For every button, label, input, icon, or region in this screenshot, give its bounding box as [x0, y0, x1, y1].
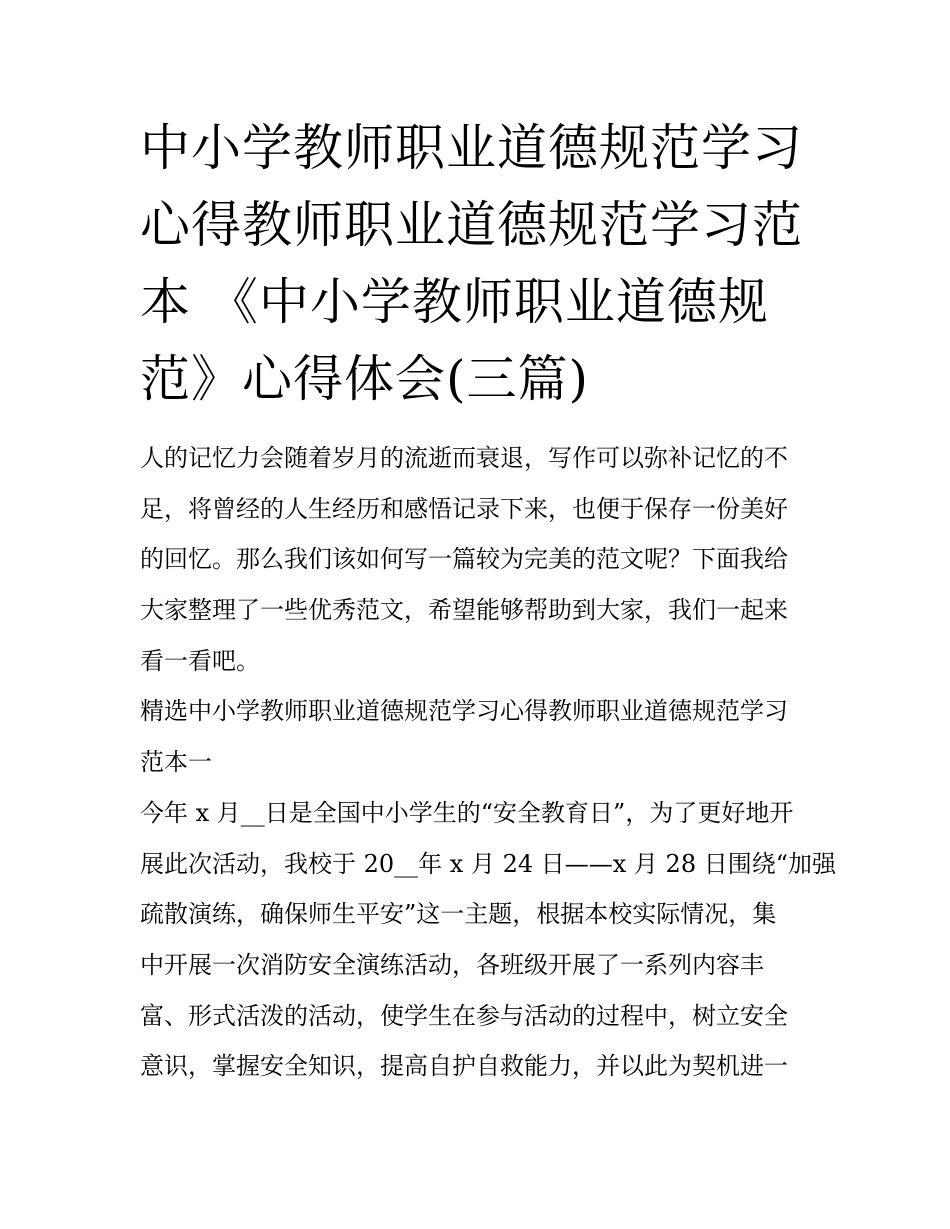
- intro-line: 足，将曾经的人生经历和感悟记录下来，也便于保存一份美好: [140, 494, 788, 523]
- intro-line: 的回忆。那么我们该如何写一篇较为完美的范文呢？下面我给: [140, 545, 788, 574]
- title-line: 本 《中小学教师职业道德规: [140, 273, 769, 331]
- paragraph-line: 展此次活动，我校于 20__年 x 月 24 日——x 月 28 日围绕“加强: [140, 849, 836, 878]
- section-heading-line: 范本一: [140, 748, 212, 777]
- section-heading: [140, 686, 820, 787]
- paragraph-line: 疏散演练，确保师生平安”这一主题，根据本校实际情况，集: [140, 900, 777, 929]
- document-title: [140, 110, 820, 418]
- content-paragraph: [140, 788, 836, 1092]
- paragraph-line: 富、形式活泼的活动，使学生在参与活动的过程中，树立安全: [140, 1001, 788, 1030]
- intro-line: 看一看吧。: [140, 646, 260, 675]
- paragraph-line: 今年 x 月__日是全国中小学生的“安全教育日”，为了更好地开: [140, 798, 794, 827]
- title-line: 范》心得体会(三篇): [140, 350, 590, 408]
- title-line: 心得教师职业道德规范学习范: [140, 196, 803, 254]
- intro-paragraph: [140, 433, 820, 686]
- paragraph-line: 中开展一次消防安全演练活动，各班级开展了一系列内容丰: [140, 950, 764, 979]
- document-body: [140, 433, 836, 1092]
- section-heading-line: 精选中小学教师职业道德规范学习心得教师职业道德规范学习: [140, 697, 788, 726]
- intro-line: 人的记忆力会随着岁月的流逝而衰退，写作可以弥补记忆的不: [140, 444, 788, 472]
- title-line: 中小学教师职业道德规范学习: [140, 119, 803, 177]
- intro-line: 大家整理了一些优秀范文，希望能够帮助到大家，我们一起来: [140, 596, 788, 625]
- paragraph-line: 意识，掌握安全知识，提高自护自救能力，并以此为契机进一: [140, 1052, 788, 1081]
